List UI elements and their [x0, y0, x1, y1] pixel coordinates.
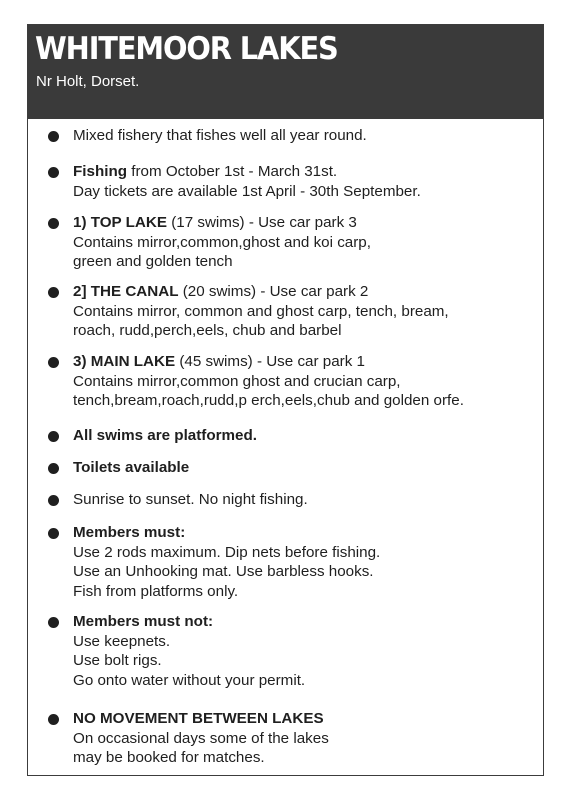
- bold-label: Members must:: [73, 524, 186, 541]
- line-text: roach, rudd,perch,eels, chub and barbel: [73, 322, 342, 339]
- bold-label: 2] THE CANAL: [73, 283, 179, 300]
- info-card: [27, 24, 544, 776]
- text-line: [73, 523, 539, 543]
- line-text: Use bolt rigs.: [73, 652, 162, 669]
- text-line: [73, 162, 539, 182]
- text-line: [73, 632, 539, 652]
- bullet-icon: [48, 528, 59, 539]
- list-item-text: [73, 426, 539, 446]
- header-banner: [28, 25, 543, 119]
- text-line: [73, 458, 539, 478]
- bold-label: 3) MAIN LAKE: [73, 353, 176, 370]
- bold-label: Fishing: [73, 163, 127, 180]
- line-text: (17 swims) - Use car park 3: [166, 214, 357, 231]
- line-text: Contains mirror,common,ghost and koi carp,: [73, 233, 371, 251]
- bullet-icon: [48, 218, 59, 229]
- line-text: Contains mirror,common ghost and crucian carp,: [73, 372, 401, 390]
- text-line: [73, 671, 539, 691]
- line-text: from October 1st - March 31st.: [127, 163, 338, 180]
- bullet-icon: [48, 463, 59, 474]
- list-item-text: [73, 352, 539, 411]
- list-item-text: [73, 490, 539, 510]
- text-line: [73, 182, 539, 202]
- list-item-text: [73, 709, 539, 768]
- text-line: [73, 543, 539, 563]
- list-item-text: [73, 213, 539, 272]
- text-line: [73, 582, 539, 602]
- page-title: WHITEMOOR LAKES: [35, 31, 338, 67]
- list-item-text: [73, 523, 539, 601]
- bullet-icon: [48, 495, 59, 506]
- line-text: Go onto water without your permit.: [73, 671, 306, 689]
- bold-label: All swims are platformed.: [73, 427, 257, 444]
- line-text: may be booked for matches.: [73, 749, 265, 766]
- text-line: [73, 729, 539, 749]
- line-text: tench,bream,roach,rudd,p erch,eels,chub and golden orfe.: [73, 392, 464, 409]
- line-text: Use keepnets.: [73, 632, 171, 650]
- text-line: [73, 321, 539, 341]
- line-text: Use an Unhooking mat. Use barbless hooks.: [73, 563, 374, 580]
- line-text: On occasional days some of the lakes: [73, 729, 329, 747]
- text-line: [73, 126, 539, 146]
- line-text: Contains mirror, common and ghost carp, tench, bream,: [73, 302, 449, 320]
- list-item-text: [73, 612, 539, 690]
- line-text: (20 swims) - Use car park 2: [178, 283, 369, 300]
- text-line: [73, 490, 539, 510]
- list-item-text: [73, 282, 539, 341]
- text-line: [73, 233, 539, 253]
- line-text: Use 2 rods maximum. Dip nets before fishing.: [73, 543, 381, 561]
- text-line: [73, 282, 539, 302]
- text-line: [73, 352, 539, 372]
- bullet-icon: [48, 287, 59, 298]
- bullet-icon: [48, 431, 59, 442]
- text-line: [73, 562, 539, 582]
- list-item-text: [73, 458, 539, 478]
- bullet-icon: [48, 357, 59, 368]
- bullet-icon: [48, 167, 59, 178]
- line-text: green and golden tench: [73, 253, 233, 270]
- text-line: [73, 252, 539, 272]
- bullet-icon: [48, 131, 59, 142]
- text-line: [73, 612, 539, 632]
- bold-label: 1) TOP LAKE: [73, 214, 167, 231]
- location-subtitle: Nr Holt, Dorset.: [36, 73, 140, 90]
- bullet-icon: [48, 714, 59, 725]
- line-text: Fish from platforms only.: [73, 582, 239, 600]
- text-line: [73, 709, 539, 729]
- list-item-text: [73, 162, 539, 201]
- text-line: [73, 748, 539, 768]
- line-text: Mixed fishery that fishes well all year round.: [73, 127, 367, 144]
- text-line: [73, 213, 539, 233]
- text-line: [73, 391, 539, 411]
- text-line: [73, 651, 539, 671]
- bold-label: NO MOVEMENT BETWEEN LAKES: [73, 710, 324, 727]
- text-line: [73, 426, 539, 446]
- text-line: [73, 302, 539, 322]
- text-line: [73, 372, 539, 392]
- list-item-text: [73, 126, 539, 146]
- line-text: Sunrise to sunset. No night fishing.: [73, 491, 308, 508]
- bold-label: Toilets available: [73, 459, 190, 476]
- bold-label: Members must not:: [73, 613, 214, 630]
- bullet-icon: [48, 617, 59, 628]
- line-text: (45 swims) - Use car park 1: [175, 353, 365, 370]
- line-text: Day tickets are available 1st April - 30th September.: [73, 182, 421, 200]
